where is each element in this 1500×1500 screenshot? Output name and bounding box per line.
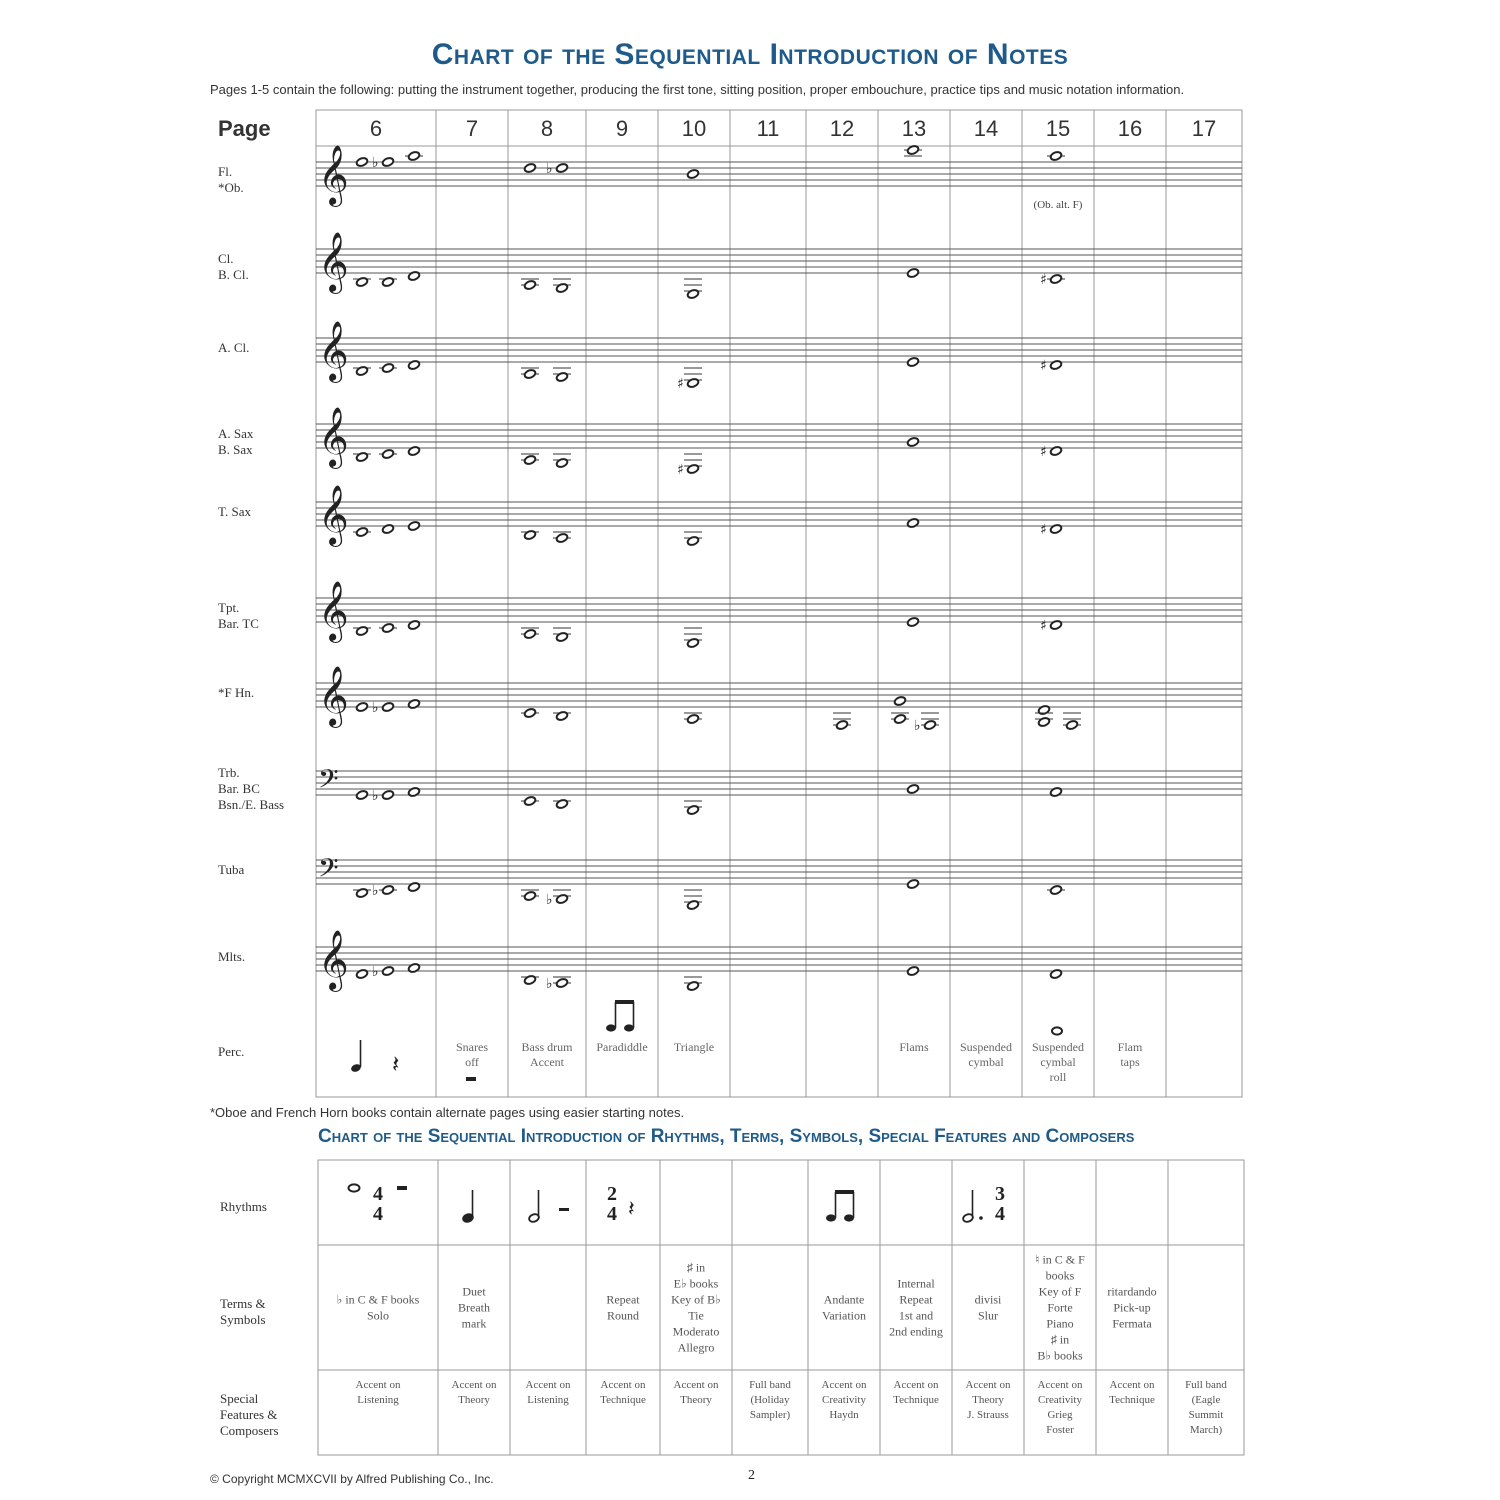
- whole-note: [408, 271, 421, 282]
- term-text: B♭ books: [1037, 1348, 1083, 1363]
- sharp-icon: ♯: [677, 376, 684, 392]
- term-text: ♯ in: [1050, 1332, 1070, 1347]
- term-text: 1st and: [898, 1308, 934, 1323]
- eighth-note-icon: [624, 1024, 634, 1031]
- whole-note: [356, 527, 369, 538]
- ob-alt-note: (Ob. alt. F): [1033, 199, 1083, 211]
- whole-note: [408, 882, 421, 893]
- instrument-label-line: Mlts.: [218, 949, 246, 964]
- feature-text: Accent on: [1109, 1379, 1155, 1391]
- whole-note: [524, 629, 537, 640]
- whole-note: [556, 632, 569, 643]
- flat-icon: ♭: [372, 883, 379, 899]
- treble-clef-icon: 𝄞: [318, 145, 349, 205]
- feature-text: Accent on: [965, 1379, 1011, 1391]
- instrument-label: [218, 862, 244, 877]
- feature-text: Listening: [527, 1394, 569, 1406]
- feature-text: Sampler): [749, 1409, 791, 1421]
- whole-note: [1050, 446, 1063, 457]
- whole-note: [524, 369, 537, 380]
- whole-note: [687, 805, 700, 816]
- whole-note: [1050, 151, 1063, 162]
- term-text: Moderato: [672, 1324, 720, 1339]
- whole-note: [907, 617, 920, 628]
- feature-text: Grieg: [1047, 1409, 1073, 1421]
- feature-text: Haydn: [829, 1409, 859, 1421]
- whole-note: [382, 157, 395, 168]
- whole-note: [408, 963, 421, 974]
- term-text: 2nd ending: [889, 1324, 943, 1339]
- whole-note: [524, 708, 537, 719]
- whole-note: [356, 702, 369, 713]
- instrument-label-line: A. Cl.: [218, 340, 250, 355]
- instrument-label-line: Fl.: [218, 164, 233, 179]
- perc-cell-text: Flams: [899, 1040, 929, 1054]
- terms-label: Symbols: [220, 1312, 266, 1327]
- whole-note: [1066, 720, 1079, 731]
- page-label: Page: [218, 116, 271, 141]
- whole-note: [524, 280, 537, 291]
- perc-cell-text: cymbal: [1040, 1055, 1076, 1069]
- instrument-label: [218, 504, 251, 519]
- whole-note: [907, 879, 920, 890]
- beam: [615, 1000, 634, 1004]
- whole-note: [524, 455, 537, 466]
- instrument-label-line: Bar. BC: [218, 781, 260, 796]
- instrument-label-line: Cl.: [218, 251, 234, 266]
- feature-text: Foster: [1046, 1424, 1074, 1436]
- term-text: Allegro: [677, 1340, 715, 1355]
- whole-note: [408, 446, 421, 457]
- time-signature-bottom: 4: [995, 1203, 1005, 1225]
- instrument-label-line: Bar. TC: [218, 616, 259, 631]
- term-text: Tie: [688, 1308, 704, 1323]
- page-number-13: 13: [901, 116, 927, 141]
- whole-note: [356, 277, 369, 288]
- instrument-label-line: Bsn./E. Bass: [218, 797, 285, 812]
- feature-text: Full band: [1185, 1379, 1227, 1391]
- perc-cell-text: cymbal: [968, 1055, 1004, 1069]
- whole-note: [382, 277, 395, 288]
- whole-note: [687, 900, 700, 911]
- whole-note: [1050, 360, 1063, 371]
- flat-icon: ♭: [546, 976, 553, 992]
- whole-note: [556, 533, 569, 544]
- feature-text: Accent on: [821, 1379, 867, 1391]
- time-signature-top: 4: [373, 1183, 383, 1205]
- whole-note: [687, 638, 700, 649]
- whole-note: [687, 981, 700, 992]
- flat-icon: ♭: [372, 964, 379, 980]
- instrument-label-line: *Ob.: [218, 180, 244, 195]
- sharp-icon: ♯: [1040, 272, 1047, 288]
- page-number-17: 17: [1191, 116, 1217, 141]
- footnote: *Oboe and French Horn books contain alternate pages using easier starting notes.: [210, 1105, 685, 1120]
- whole-note: [356, 969, 369, 980]
- page-number: 2: [748, 1468, 755, 1483]
- feature-text: (Holiday: [750, 1394, 790, 1406]
- quarter-rest-icon: 𝄽: [392, 1050, 400, 1078]
- term-text: Slur: [977, 1308, 999, 1323]
- perc-cell-text: Flam: [1117, 1040, 1143, 1054]
- whole-note: [556, 978, 569, 989]
- whole-note: [408, 360, 421, 371]
- whole-note: [356, 157, 369, 168]
- time-signature-top: 3: [995, 1183, 1005, 1205]
- feature-text: Accent on: [1037, 1379, 1083, 1391]
- whole-note: [408, 699, 421, 710]
- whole-note: [408, 787, 421, 798]
- sharp-icon: ♯: [677, 462, 684, 478]
- whole-note: [408, 521, 421, 532]
- whole-note: [687, 378, 700, 389]
- whole-note: [524, 891, 537, 902]
- whole-note: [382, 449, 395, 460]
- whole-note: [1050, 524, 1063, 535]
- whole-note: [687, 289, 700, 300]
- treble-clef-icon: 𝄞: [318, 930, 349, 990]
- page-number-6: 6: [369, 116, 383, 141]
- instrument-label: [218, 685, 254, 700]
- intro-text: Pages 1-5 contain the following: putting the instrument together, producing the first tone, sitting position, proper embouchure, practice tips and music notation information.: [210, 82, 1185, 97]
- bass-clef-icon: 𝄢: [318, 763, 339, 801]
- sharp-icon: ♯: [1040, 618, 1047, 634]
- term-text: ♮ in C & F: [1035, 1252, 1085, 1267]
- instrument-label: [218, 426, 254, 457]
- page-number-9: 9: [615, 116, 629, 141]
- whole-note: [836, 720, 849, 731]
- whole-note: [356, 790, 369, 801]
- whole-note: [1050, 620, 1063, 631]
- features-label: Features &: [220, 1407, 278, 1422]
- perc-cell-text: Paradiddle: [596, 1040, 648, 1054]
- flat-icon: ♭: [372, 788, 379, 804]
- whole-note: [382, 524, 395, 535]
- term-text: Pick-up: [1113, 1300, 1151, 1315]
- term-text: Repeat: [899, 1292, 933, 1307]
- page-number-16: 16: [1117, 116, 1143, 141]
- feature-text: March): [1189, 1424, 1223, 1436]
- instrument-label-line: Trb.: [218, 765, 240, 780]
- perc-cell-text: roll: [1049, 1070, 1067, 1084]
- whole-note: [556, 163, 569, 174]
- whole-note: [556, 458, 569, 469]
- instrument-label-line: A. Sax: [218, 426, 254, 441]
- sharp-icon: ♯: [1040, 522, 1047, 538]
- instrument-label: [218, 340, 249, 355]
- term-text: ♯ in: [686, 1260, 706, 1275]
- flat-icon: ♭: [372, 155, 379, 171]
- whole-note: [356, 626, 369, 637]
- whole-note: [1050, 969, 1063, 980]
- sharp-icon: ♯: [1040, 444, 1047, 460]
- time-signature-top: 2: [607, 1183, 617, 1205]
- term-text: Fermata: [1112, 1316, 1152, 1331]
- time-signature-bottom: 4: [607, 1203, 617, 1225]
- whole-note: [907, 966, 920, 977]
- whole-note: [382, 363, 395, 374]
- treble-clef-icon: 𝄞: [318, 232, 349, 292]
- term-text: mark: [461, 1316, 487, 1331]
- whole-note: [382, 885, 395, 896]
- page-number-14: 14: [973, 116, 999, 141]
- whole-note: [687, 169, 700, 180]
- term-text: Internal: [897, 1276, 935, 1291]
- feature-text: Theory: [458, 1394, 490, 1406]
- flat-icon: ♭: [372, 700, 379, 716]
- instrument-label-line: T. Sax: [218, 504, 251, 519]
- perc-label: Perc.: [218, 1044, 245, 1059]
- term-text: Breath: [458, 1300, 490, 1315]
- feature-text: Technique: [600, 1394, 646, 1406]
- term-text: Forte: [1047, 1300, 1073, 1315]
- whole-note: [1050, 787, 1063, 798]
- whole-note: [1038, 705, 1051, 716]
- term-text: Duet: [462, 1284, 486, 1299]
- term-text: E♭ books: [673, 1276, 719, 1291]
- whole-note: [356, 452, 369, 463]
- whole-note: [356, 366, 369, 377]
- flat-icon: ♭: [546, 161, 553, 177]
- whole-note: [524, 796, 537, 807]
- sharp-icon: ♯: [1040, 358, 1047, 374]
- feature-text: Technique: [893, 1394, 939, 1406]
- whole-note: [356, 888, 369, 899]
- whole-note: [1052, 1027, 1062, 1034]
- whole-note: [382, 966, 395, 977]
- instrument-label: [218, 765, 284, 812]
- perc-cell-text: Snares: [456, 1040, 488, 1054]
- whole-note: [524, 530, 537, 541]
- term-text: Solo: [366, 1308, 390, 1323]
- whole-note: [556, 283, 569, 294]
- instrument-label: [218, 164, 244, 195]
- whole-note: [907, 784, 920, 795]
- feature-text: Listening: [357, 1394, 399, 1406]
- page-number-7: 7: [465, 116, 479, 141]
- whole-note: [1050, 885, 1063, 896]
- feature-text: (Eagle: [1191, 1394, 1221, 1406]
- feature-text: Accent on: [600, 1379, 646, 1391]
- whole-note: [556, 372, 569, 383]
- feature-text: Full band: [749, 1379, 791, 1391]
- page-number-11: 11: [756, 116, 780, 141]
- instrument-label-line: Tuba: [218, 862, 245, 877]
- whole-note: [382, 623, 395, 634]
- whole-note: [1038, 717, 1051, 728]
- features-label: Composers: [220, 1423, 279, 1438]
- rhythms-label: Rhythms: [220, 1199, 267, 1214]
- instrument-label-line: B. Sax: [218, 442, 253, 457]
- term-text: Key of B♭: [671, 1292, 721, 1307]
- term-text: Variation: [822, 1308, 866, 1323]
- whole-note: [524, 975, 537, 986]
- treble-clef-icon: 𝄞: [318, 485, 349, 545]
- whole-note: [556, 799, 569, 810]
- whole-note: [1050, 274, 1063, 285]
- whole-rest-icon: [466, 1077, 476, 1081]
- term-text: ritardando: [1107, 1284, 1157, 1299]
- page-number-8: 8: [540, 116, 554, 141]
- feature-text: Accent on: [451, 1379, 497, 1391]
- feature-text: Theory: [972, 1394, 1004, 1406]
- feature-text: J. Strauss: [967, 1409, 1009, 1421]
- whole-note: [907, 518, 920, 529]
- page-number-15: 15: [1045, 116, 1071, 141]
- whole-note: [907, 437, 920, 448]
- whole-note: [907, 357, 920, 368]
- treble-clef-icon: 𝄞: [318, 321, 349, 381]
- feature-text: Creativity: [1038, 1394, 1082, 1406]
- perc-cell-text: Bass drum: [521, 1040, 573, 1054]
- term-text: Piano: [1046, 1316, 1074, 1331]
- whole-note: [556, 711, 569, 722]
- instrument-label-line: *F Hn.: [218, 685, 255, 700]
- feature-text: Creativity: [822, 1394, 866, 1406]
- whole-note: [524, 163, 537, 174]
- eighth-note-icon: [606, 1024, 616, 1031]
- term-text: Repeat: [606, 1292, 640, 1307]
- perc-cell-text: taps: [1120, 1055, 1140, 1069]
- instrument-label-line: B. Cl.: [218, 267, 249, 282]
- treble-clef-icon: 𝄞: [318, 407, 349, 467]
- term-text: ♭ in C & F books: [336, 1292, 420, 1307]
- instrument-label: [218, 949, 245, 964]
- bass-clef-icon: 𝄢: [318, 852, 339, 890]
- perc-cell-text: off: [465, 1055, 479, 1069]
- flat-icon: ♭: [914, 718, 921, 734]
- instrument-label: [218, 251, 249, 282]
- page-number-12: 12: [829, 116, 855, 141]
- instrument-label-line: Tpt.: [218, 600, 240, 615]
- feature-text: Accent on: [525, 1379, 571, 1391]
- whole-note: [408, 151, 421, 162]
- instrument-label: [218, 600, 259, 631]
- rhythms-chart-title: Chart of the Sequential Introduction of Rhythms, Terms, Symbols, Special Features and Composers: [318, 1126, 1135, 1147]
- term-text: Andante: [823, 1292, 865, 1307]
- feature-text: Technique: [1109, 1394, 1155, 1406]
- quarter-rest-icon: 𝄽: [628, 1197, 635, 1222]
- whole-note: [894, 696, 907, 707]
- perc-cell-text: Suspended: [960, 1040, 1012, 1054]
- whole-note: [924, 720, 937, 731]
- whole-note: [687, 464, 700, 475]
- feature-text: Accent on: [355, 1379, 401, 1391]
- feature-text: Accent on: [673, 1379, 719, 1391]
- perc-cell-text: Suspended: [1032, 1040, 1084, 1054]
- whole-note: [687, 714, 700, 725]
- whole-note: [382, 702, 395, 713]
- feature-text: Accent on: [893, 1379, 939, 1391]
- treble-clef-icon: 𝄞: [318, 666, 349, 726]
- term-text: Key of F: [1038, 1284, 1082, 1299]
- whole-note: [556, 894, 569, 905]
- terms-label: Terms &: [220, 1296, 266, 1311]
- features-label: Special: [220, 1391, 259, 1406]
- term-text: divisi: [974, 1292, 1002, 1307]
- whole-note: [687, 536, 700, 547]
- time-signature-bottom: 4: [373, 1203, 383, 1225]
- copyright: © Copyright MCMXCVII by Alfred Publishing Co., Inc.: [210, 1472, 494, 1486]
- feature-text: Theory: [680, 1394, 712, 1406]
- perc-cell-text: Triangle: [673, 1040, 715, 1054]
- page-number-10: 10: [681, 116, 707, 141]
- term-text: Round: [606, 1308, 640, 1323]
- treble-clef-icon: 𝄞: [318, 581, 349, 641]
- perc-cell-text: Accent: [530, 1055, 564, 1069]
- whole-note: [408, 620, 421, 631]
- whole-note: [894, 714, 907, 725]
- feature-text: Summit: [1188, 1409, 1224, 1421]
- whole-note: [382, 790, 395, 801]
- whole-note: [907, 268, 920, 279]
- page-title: Chart of the Sequential Introduction of Notes: [431, 38, 1069, 71]
- flat-icon: ♭: [546, 892, 553, 908]
- term-text: books: [1045, 1268, 1075, 1283]
